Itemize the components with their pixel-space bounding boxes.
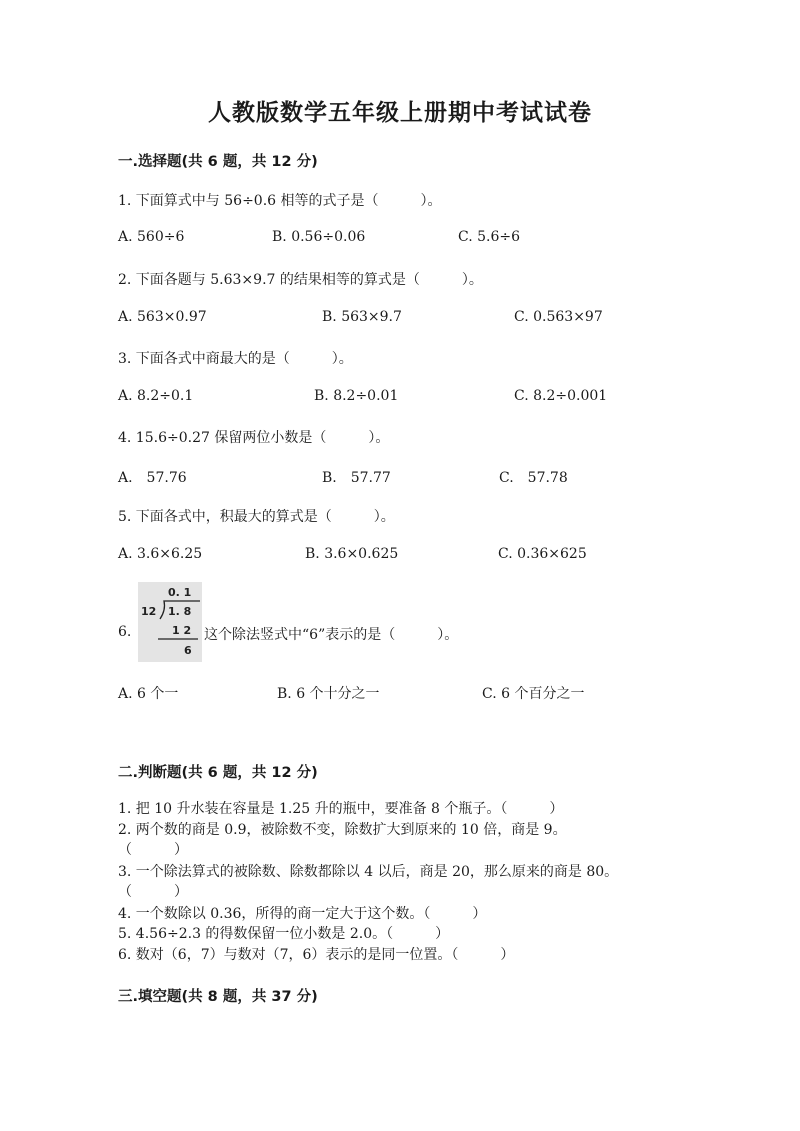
option-2a: A. 563×0.97	[118, 309, 207, 325]
judgment-line-2-blank: （ ）	[118, 842, 188, 858]
option-5a: A. 3.6×6.25	[118, 546, 203, 562]
section-heading-choice: 一.选择题(共 6 题，共 12 分)	[118, 154, 318, 170]
option-4c: C. 57.78	[499, 470, 568, 486]
division-divisor: 12	[141, 605, 157, 618]
option-5b: B. 3.6×0.625	[305, 546, 399, 562]
option-5c: C. 0.36×625	[498, 546, 587, 562]
division-remainder: 6	[184, 644, 192, 657]
judgment-line-6: 6. 数对（6，7）与数对（7，6）表示的是同一位置。（ ）	[118, 947, 515, 963]
option-1b: B. 0.56÷0.06	[272, 229, 366, 245]
option-1c: C. 5.6÷6	[458, 229, 521, 245]
question-6-number: 6.	[118, 624, 132, 640]
option-3c: C. 8.2÷0.001	[514, 388, 608, 404]
question-3: 3. 下面各式中商最大的是（ ）。	[118, 351, 353, 367]
section-heading-fill-blank: 三.填空题(共 8 题，共 37 分)	[118, 989, 318, 1005]
option-3b: B. 8.2÷0.01	[314, 388, 399, 404]
question-4: 4. 15.6÷0.27 保留两位小数是（ ）。	[118, 430, 390, 446]
option-4b: B. 57.77	[322, 470, 391, 486]
division-dividend: 1. 8	[168, 605, 192, 618]
judgment-line-5: 5. 4.56÷2.3 的得数保留一位小数是 2.0。（ ）	[118, 926, 450, 942]
long-division-figure	[138, 582, 202, 662]
judgment-line-2: 2. 两个数的商是 0.9，被除数不变，除数扩大到原来的 10 倍，商是 9。	[118, 822, 567, 838]
judgment-line-3: 3. 一个除法算式的被除数、除数都除以 4 以后，商是 20，那么原来的商是 80。	[118, 864, 619, 880]
option-3a: A. 8.2÷0.1	[118, 388, 194, 404]
division-product: 1 2	[172, 624, 192, 637]
option-4a: A. 57.76	[118, 470, 187, 486]
question-2: 2. 下面各题与 5.63×9.7 的结果相等的算式是（ ）。	[118, 272, 483, 288]
section-heading-judgment: 二.判断题(共 6 题，共 12 分)	[118, 765, 318, 781]
option-2b: B. 563×9.7	[322, 309, 402, 325]
option-6a: A. 6 个一	[118, 686, 179, 702]
option-2c: C. 0.563×97	[514, 309, 603, 325]
question-5: 5. 下面各式中，积最大的算式是（ ）。	[118, 509, 395, 525]
option-1a: A. 560÷6	[118, 229, 185, 245]
option-6b: B. 6 个十分之一	[277, 686, 380, 702]
judgment-line-3-blank: （ ）	[118, 884, 188, 900]
judgment-line-1: 1. 把 10 升水装在容量是 1.25 升的瓶中，要准备 8 个瓶子。（ ）	[118, 801, 564, 817]
question-1: 1. 下面算式中与 56÷0.6 相等的式子是（ ）。	[118, 193, 442, 209]
page-title: 人教版数学五年级上册期中考试试卷	[208, 100, 592, 126]
question-6-text: 这个除法竖式中“6”表示的是（ ）。	[204, 627, 459, 643]
division-quotient: 0. 1	[168, 586, 192, 599]
option-6c: C. 6 个百分之一	[482, 686, 585, 702]
judgment-line-4: 4. 一个数除以 0.36，所得的商一定大于这个数。（ ）	[118, 906, 487, 922]
